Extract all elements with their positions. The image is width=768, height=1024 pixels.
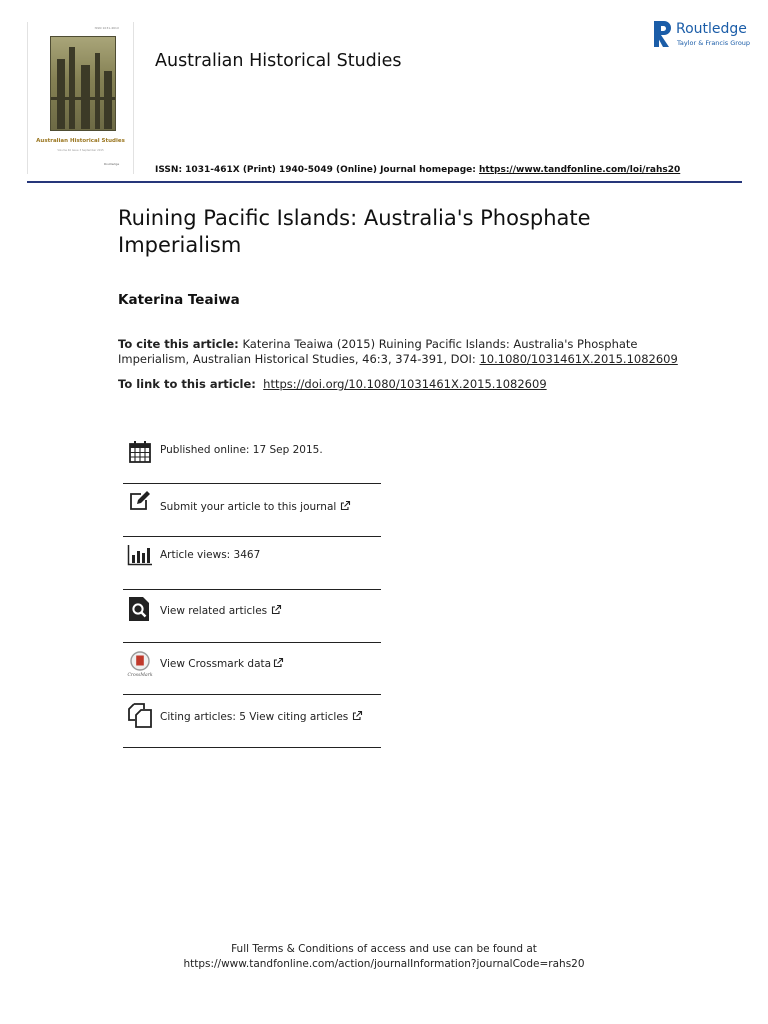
- journal-cover-thumbnail: [27, 22, 134, 174]
- related-articles-row[interactable]: [123, 590, 381, 643]
- calendar-icon: [127, 439, 153, 465]
- brand-name: Routledge: [676, 21, 747, 37]
- published-online-row: [123, 431, 381, 484]
- issn-text: ISSN: 1031-461X (Print) 1940-5049 (Online) Journal homepage:: [155, 165, 480, 175]
- cover-issn: ISSN 1031-461X: [94, 26, 119, 30]
- terms-link[interactable]: https://www.tandfonline.com/action/journalInformation?journalCode=rahs20: [183, 958, 585, 970]
- cover-artwork: [50, 36, 116, 131]
- brand-subtitle: Taylor & Francis Group: [677, 39, 751, 47]
- external-link-icon: [273, 657, 284, 668]
- link-label: To link to this article:: [118, 377, 256, 391]
- terms-text: Full Terms & Conditions of access and use can be found at: [231, 943, 537, 955]
- bar-chart-icon: [127, 542, 153, 568]
- related-articles-link[interactable]: View related articles: [160, 604, 282, 617]
- citation-block: [118, 337, 678, 367]
- journal-homepage-link[interactable]: https://www.tandfonline.com/loi/rahs20: [479, 165, 681, 175]
- routledge-r-icon: [653, 20, 673, 48]
- published-online-text: Published online: 17 Sep 2015.: [160, 444, 323, 456]
- article-doi-link[interactable]: https://doi.org/10.1080/1031461X.2015.1082609: [263, 377, 547, 391]
- submit-article-row[interactable]: [123, 484, 381, 537]
- crossmark-row[interactable]: [123, 643, 381, 696]
- article-link-line: [118, 377, 547, 391]
- article-views-text: Article views: 3467: [160, 549, 261, 561]
- journal-name[interactable]: Australian Historical Studies: [155, 51, 402, 71]
- article-views-row: [123, 537, 381, 590]
- crossmark-link[interactable]: View Crossmark data: [160, 657, 284, 670]
- article-title: Ruining Pacific Islands: Australia's Phosphate Imperialism: [118, 206, 591, 257]
- header-divider: [27, 181, 742, 183]
- issn-line: [155, 165, 680, 175]
- cover-publisher-logo: Routledge: [104, 162, 120, 166]
- cover-volume: Volume 46 Issue 3 September 2015: [57, 149, 104, 152]
- external-link-icon: [340, 500, 351, 511]
- citing-articles-row[interactable]: [123, 695, 381, 748]
- crossmark-icon-label: CrossMark: [127, 673, 153, 677]
- edit-icon: [127, 488, 153, 514]
- citing-articles-link[interactable]: Citing articles: 5 View citing articles: [160, 710, 363, 723]
- row-divider: [123, 747, 381, 748]
- crossmark-icon: [127, 651, 153, 677]
- search-document-icon: [127, 596, 153, 622]
- cover-title: Australian Historical Studies: [36, 138, 125, 144]
- article-author: Katerina Teaiwa: [118, 292, 240, 308]
- external-link-icon: [271, 604, 282, 615]
- citing-articles-icon: [127, 702, 153, 728]
- terms-footer: [0, 942, 768, 972]
- cite-text: Katerina Teaiwa (2015) Ruining Pacific Islands: Australia's Phosphate Imperialism, Australian Historical Studies, 46:3, 374-391, DOI:: [118, 337, 638, 366]
- external-link-icon: [352, 710, 363, 721]
- cite-doi-link[interactable]: 10.1080/1031461X.2015.1082609: [479, 352, 678, 366]
- submit-article-link[interactable]: Submit your article to this journal: [160, 500, 351, 513]
- cite-label: To cite this article:: [118, 337, 239, 351]
